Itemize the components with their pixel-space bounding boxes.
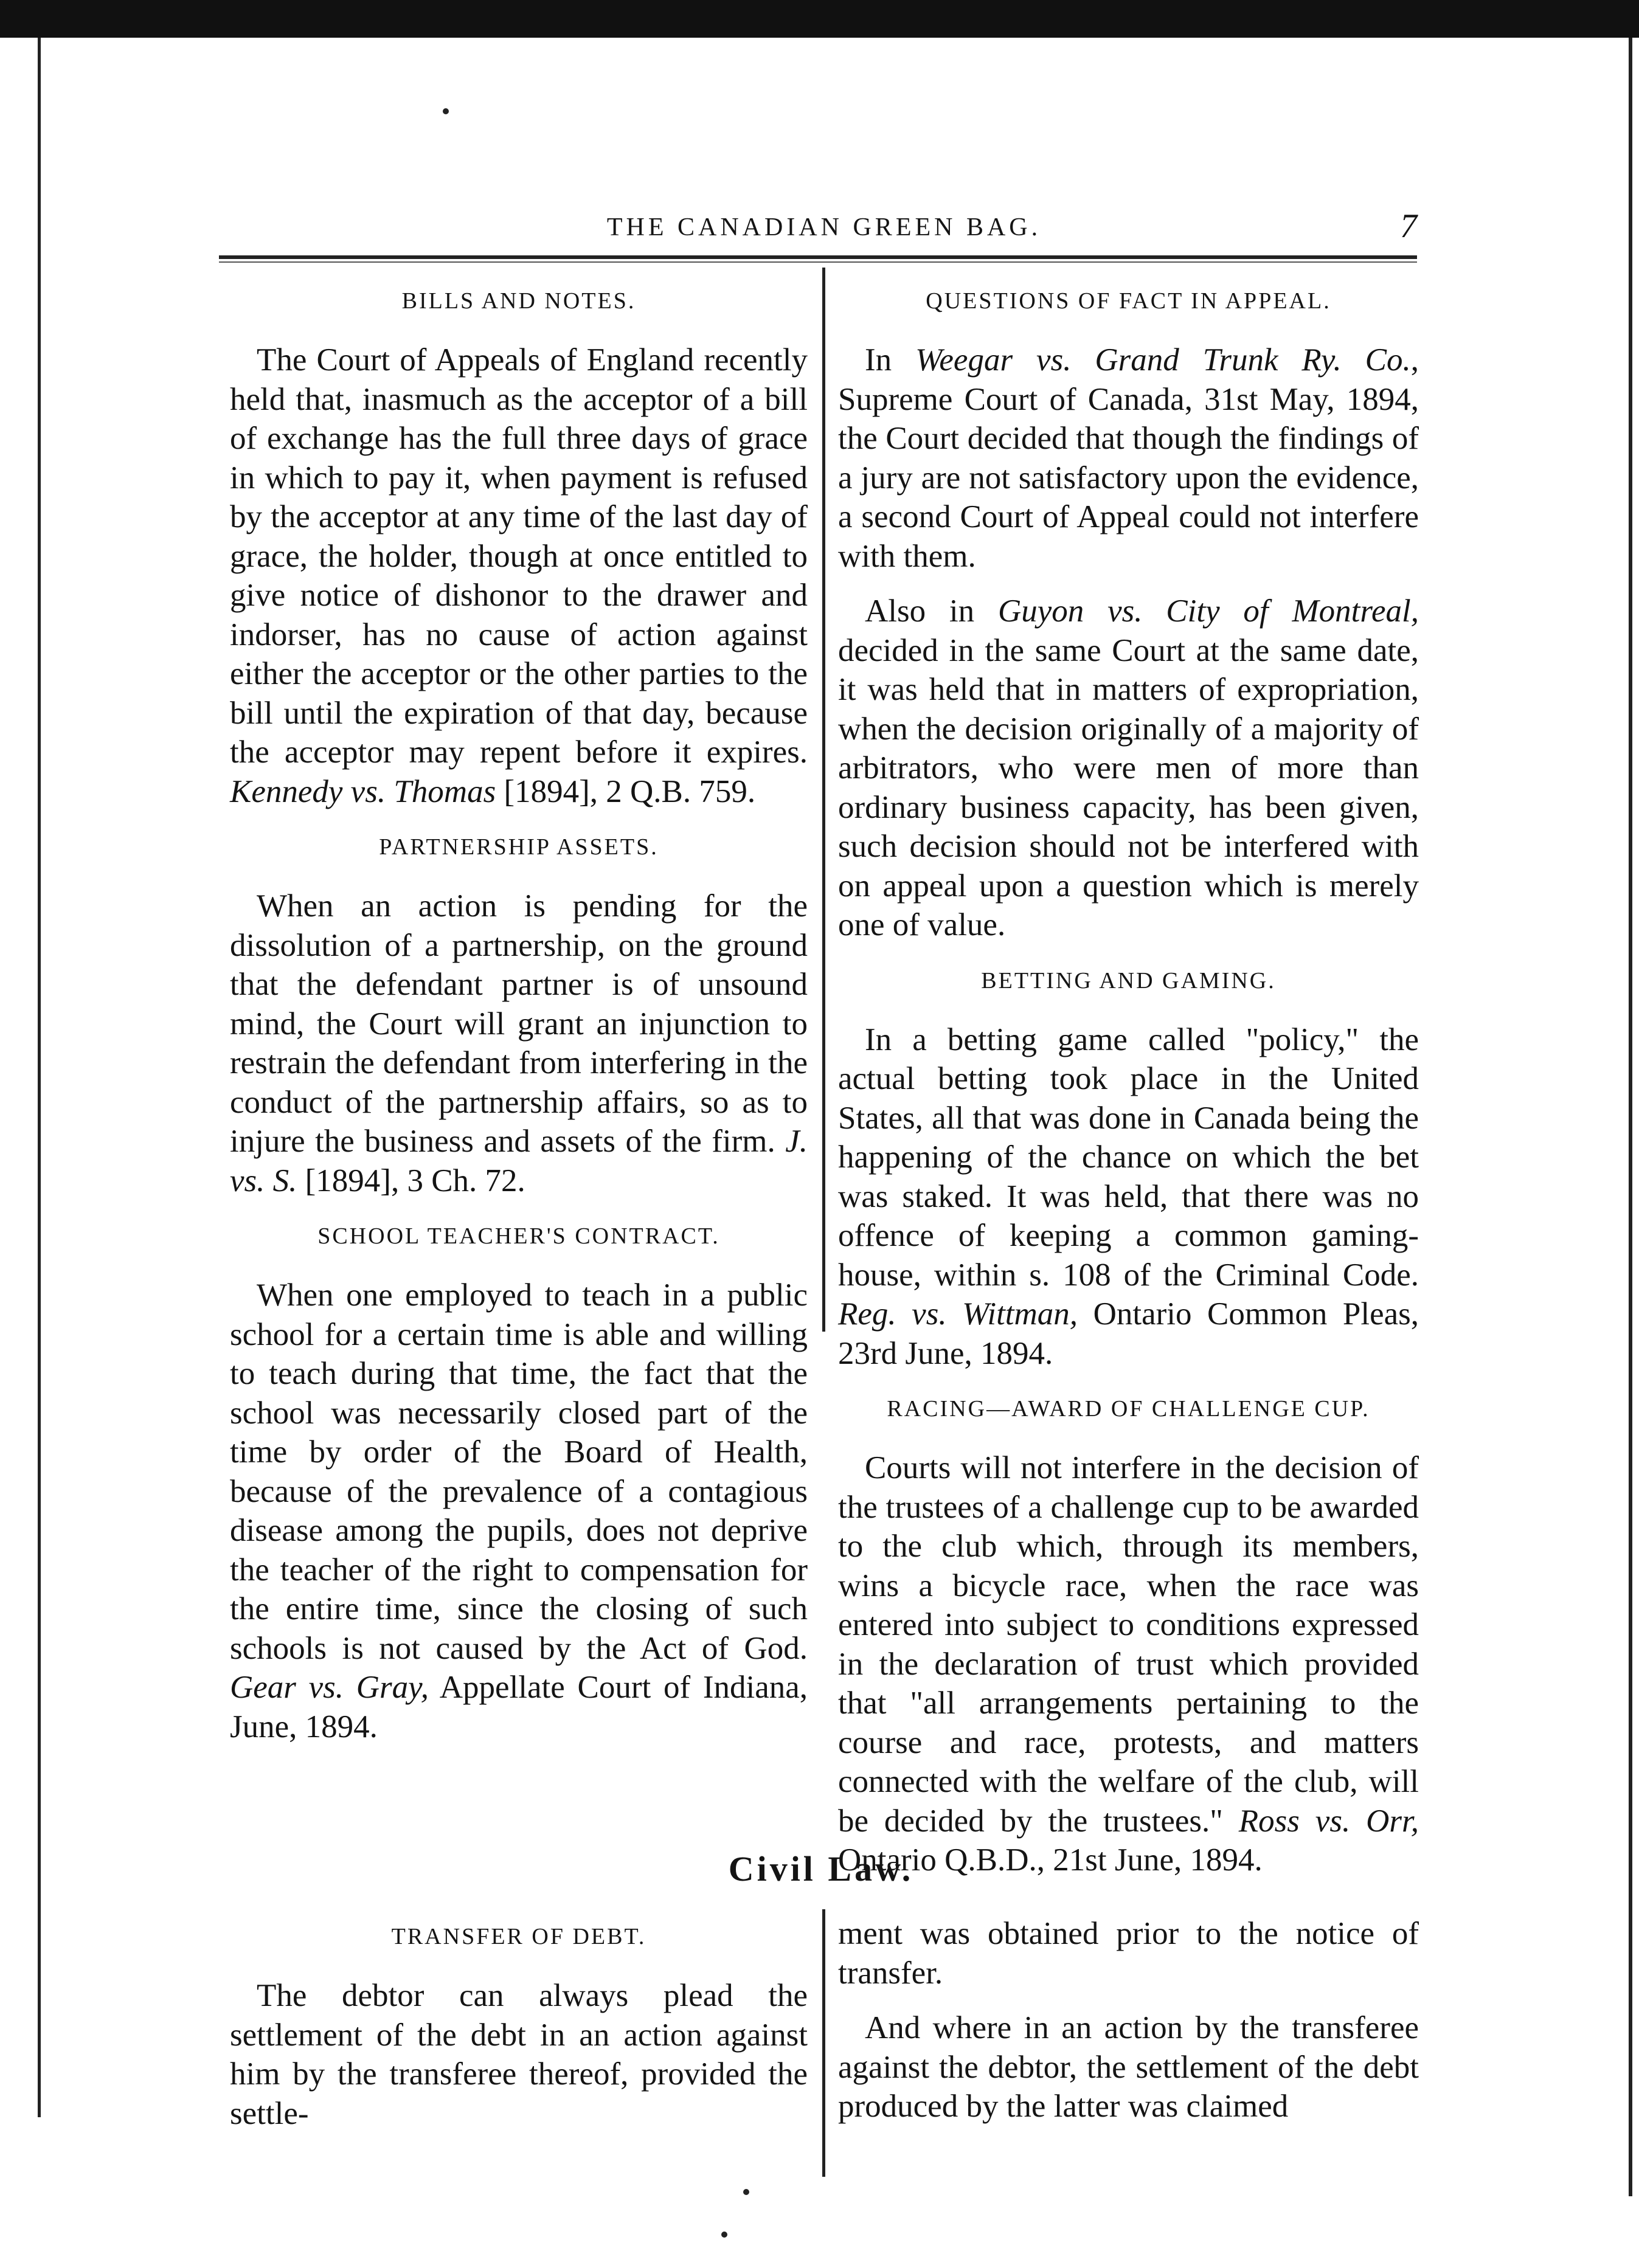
paragraph [838,1020,1419,1374]
right-margin-rule [1629,38,1632,2196]
section-heading: QUESTIONS OF FACT IN APPEAL. [926,288,1331,314]
section-heading: TRANSFER OF DEBT. [391,1924,646,1949]
section-heading: BETTING AND GAMING. [981,967,1276,994]
body-text: In a betting game called "policy," the actual betting took place in the United States, all that was done in Canada being the happening of the chance on which the bet was staked. It was held, that there was no offence of keeping a common gaming-house, within s. 108 of the Criminal Code. [838,1022,1419,1293]
case-name: J. vs. S. [230,1124,808,1198]
paragraph: And where in an action by the transferee against the debtor, the settlement of the debt produced by the latter was claimed [838,2010,1419,2124]
paragraph [230,887,808,1200]
left-column [230,286,808,1762]
paragraph [230,341,808,811]
paragraph [838,592,1419,945]
citation: [1894], 2 Q.B. 759. [496,773,756,809]
left-margin-rule [38,38,41,2117]
body-text: The Court of Appeals of England recently held that, inasmuch as the acceptor of a bill of exchange has the full three days of grace in which to pay it, when payment is refused by the acceptor at any time of the last day of grace, the holder, though at once entitled to give notice of dishonor to the drawer and indorser, has no cause of action against either the acceptor or the other parties to the bill until the expiration of that day, because the acceptor may repent before it expires. [230,342,808,770]
column-rule [822,1909,825,2177]
body-text: When an action is pending for the dissolution of a partnership, on the ground that the defendant partner is of unsound mind, the Court will grant an injunction to restrain the defendant from interfering in the conduct of the partnership affairs, so as to injure the business and assets of the firm. [230,888,808,1159]
body-text: , Supreme Court of Canada, 31st May, 1894, the Court decided that though the findings of a jury are not satisfactory upon the evidence, a second Court of Appeal could not interfere with them. [838,342,1419,574]
case-name: Ross vs. Orr, [1238,1803,1419,1839]
case-name: Gear vs. Gray, [230,1670,429,1705]
page-number: 7 [1400,207,1417,245]
paragraph [230,1276,808,1746]
paragraph: ment was obtained prior to the notice of transfer. [838,1916,1419,1991]
speck [443,108,449,114]
header-rule [219,255,1417,259]
citation: Ontario Q.B.D., 21st June, 1894. [838,1842,1263,1878]
paragraph: The debtor can always plead the settlement of the debt in an action against him by the transferee thereof, provided the settle- [230,1978,808,2131]
section-title: Civil Law. [728,1849,914,1889]
body-text: Courts will not interfere in the decision of the trustees of a challenge cup to be awarded to the club which, through its members, wins a bicycle race, when the race was entered into subject to conditions expressed in the declaration of trust which provided that "all arrangements pertaining to the course and race, protests, and matters connected with the welfare of the club, will be decided by the trustees." [838,1450,1419,1839]
body-text: decided in the same Court at the same date, it was held that in matters of expropriation, when the decision originally of a majority of arbitrators, who were men of more than ordinary business capacity, has been given, such decision should not be interfered with on appeal upon a question which is merely one of value. [838,632,1419,942]
running-head [231,207,1417,249]
civil-right-column [838,1914,1419,2142]
header-rule-thin [219,261,1417,263]
case-name: Weegar vs. Grand Trunk Ry. Co. [915,342,1411,378]
speck [743,2189,749,2195]
right-column [838,286,1419,1896]
case-name: Reg. vs. Wittman, [838,1296,1078,1332]
top-scan-border [0,0,1639,38]
citation: Ontario Common Pleas, 23rd June, 1894. [838,1296,1419,1371]
citation: Appellate Court of Indiana, June, 1894. [230,1670,808,1744]
body-text: Also in [865,593,998,629]
paragraph [838,1448,1419,1880]
section-heading: RACING—AWARD OF CHALLENGE CUP. [887,1396,1370,1422]
section-heading: SCHOOL TEACHER'S CONTRACT. [317,1223,720,1249]
running-title: THE CANADIAN GREEN BAG. [606,213,1042,241]
case-name: Guyon vs. City of Montreal, [997,593,1419,629]
civil-left-column [230,1921,808,2149]
case-name: Kennedy vs. Thomas [230,773,496,809]
body-text: In [865,342,916,378]
section-heading: PARTNERSHIP ASSETS. [379,834,659,860]
speck [721,2232,727,2238]
citation: [1894], 3 Ch. 72. [297,1163,525,1198]
column-rule [822,268,825,1332]
paragraph [838,341,1419,576]
section-heading: BILLS AND NOTES. [401,288,636,314]
body-text: When one employed to teach in a public school for a certain time is able and willing to teach during that time, the fact that the school was necessarily closed part of the time by order of the Board of Health, because of the prevalence of a contagious disease among the pupils, does not deprive the teacher of the right to compensation for the entire time, since the closing of such schools is not caused by the Act of God. [230,1277,808,1666]
